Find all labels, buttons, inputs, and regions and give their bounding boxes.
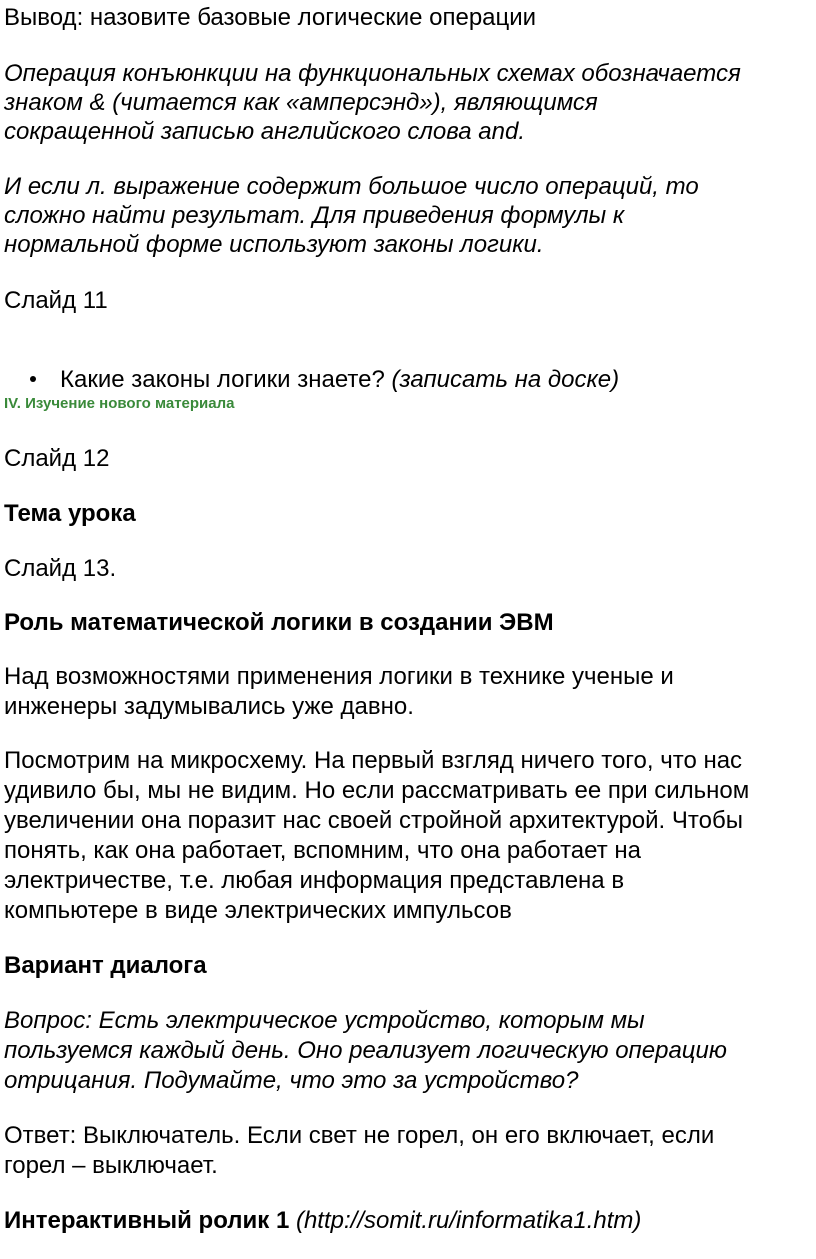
section-heading: IV. Изучение нового материала	[4, 395, 235, 412]
paragraph-line: Ответ: Выключатель. Если свет не горел, он его включает, если	[4, 1122, 715, 1149]
conclusion-line: Вывод: назовите базовые логические операции	[4, 4, 537, 31]
paragraph-line: пользуемся каждый день. Оно реализует логическую операцию	[4, 1037, 727, 1064]
bullet-item	[30, 365, 619, 394]
paragraph-line: удивило бы, мы не видим. Но если рассматривать ее при сильном	[4, 777, 750, 804]
role-heading: Роль математической логики в создании ЭВМ	[4, 609, 554, 636]
paragraph-line: Над возможностями применения логики в технике ученые и	[4, 663, 674, 690]
topic-heading: Тема урока	[4, 500, 136, 527]
dialog-heading: Вариант диалога	[4, 952, 207, 979]
paragraph-line: знаком & (читается как «амперсэнд»), являющимся	[4, 89, 598, 116]
paragraph-line: Операция конъюнкции на функциональных схемах обозначается	[4, 60, 741, 87]
paragraph-line: электричестве, т.е. любая информация представлена в	[4, 867, 625, 894]
slide-12-label: Слайд 12	[4, 445, 110, 472]
paragraph-line: сложно найти результат. Для приведения формулы к	[4, 202, 625, 229]
bullet-icon	[30, 376, 36, 382]
bullet-note: (записать на доске)	[391, 366, 620, 393]
interactive-line	[4, 1206, 641, 1235]
interactive-label: Интерактивный ролик 1	[4, 1207, 290, 1234]
paragraph-line: понять, как она работает, вспомним, что она работает на	[4, 837, 641, 864]
slide-13-label: Слайд 13.	[4, 555, 117, 582]
paragraph-line: компьютере в виде электрических импульсов	[4, 897, 512, 924]
bullet-text: Какие законы логики знаете?	[60, 366, 385, 393]
paragraph-line: инженеры задумывались уже давно.	[4, 693, 414, 720]
paragraph-line: сокращенной записью английского слова and.	[4, 118, 526, 145]
paragraph-line: нормальной форме используют законы логики.	[4, 231, 544, 258]
paragraph-line: Посмотрим на микросхему. На первый взгляд ничего того, что нас	[4, 747, 743, 774]
paragraph-line: отрицания. Подумайте, что это за устройство?	[4, 1067, 579, 1094]
paragraph-line: И если л. выражение содержит большое число операций, то	[4, 173, 699, 200]
paragraph-line: горел – выключает.	[4, 1152, 218, 1179]
paragraph-line: увеличении она поразит нас своей стройной архитектурой. Чтобы	[4, 807, 743, 834]
interactive-link[interactable]: (http://somit.ru/informatika1.htm)	[295, 1207, 642, 1234]
slide-11-label: Слайд 11	[4, 287, 108, 314]
paragraph-line: Вопрос: Есть электрическое устройство, которым мы	[4, 1007, 645, 1034]
